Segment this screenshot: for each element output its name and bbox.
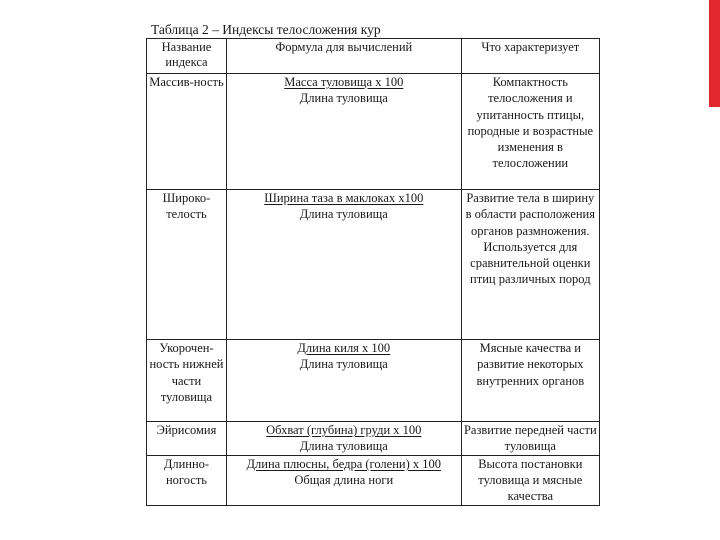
row-formula <box>226 190 461 340</box>
row-description: Развитие тела в ширину в области расположения органов размножения. Используется для сравнительной оценки птиц различных пород <box>461 190 599 340</box>
indices-table <box>146 38 600 506</box>
formula-denominator: Общая длина ноги <box>294 472 394 487</box>
row-description: Мясные качества и развитие некоторых внутренних органов <box>461 340 599 422</box>
formula-fraction <box>247 456 441 489</box>
formula-denominator: Длина туловища <box>299 91 388 106</box>
table-row <box>147 190 600 340</box>
formula-fraction <box>264 190 423 223</box>
formula-fraction <box>266 422 421 455</box>
formula-denominator: Длина туловища <box>299 357 388 372</box>
formula-denominator: Длина туловища <box>299 207 388 222</box>
header-formula: Формула для вычислений <box>226 39 461 74</box>
row-formula <box>226 340 461 422</box>
header-characterizes: Что характеризует <box>461 39 599 74</box>
row-formula <box>226 455 461 505</box>
formula-numerator: Ширина таза в маклоках х100 <box>264 191 424 205</box>
row-description: Компактность телосложения и упитанность птицы, породные и возрастные изменения в телосложении <box>461 74 599 190</box>
formula-numerator: Масса туловища х 100 <box>284 75 404 89</box>
table-row <box>147 455 600 505</box>
table-caption: Таблица 2 – Индексы телосложения кур <box>151 22 381 37</box>
header-name: Название индекса <box>147 39 227 74</box>
row-index-name: Широко-телость <box>147 190 227 340</box>
document <box>146 22 600 506</box>
row-formula <box>226 74 461 190</box>
row-description: Развитие передней части туловища <box>461 422 599 456</box>
row-formula <box>226 422 461 456</box>
formula-numerator: Обхват (глубина) груди х 100 <box>266 423 422 437</box>
formula-fraction <box>297 340 390 373</box>
formula-fraction <box>284 74 403 107</box>
row-index-name: Длинно-ногость <box>147 455 227 505</box>
formula-denominator: Длина туловища <box>299 439 388 454</box>
accent-bar <box>709 0 720 107</box>
table-row <box>147 74 600 190</box>
header-row <box>147 39 600 74</box>
formula-numerator: Длина плюсны, бедра (голени) х 100 <box>246 456 442 471</box>
table-row <box>147 422 600 456</box>
row-index-name: Укорочен-ность нижней части туловища <box>147 340 227 422</box>
row-description: Высота постановки туловища и мясные качества <box>461 455 599 505</box>
row-index-name: Эйрисомия <box>147 422 227 456</box>
formula-numerator: Длина киля х 100 <box>297 341 391 355</box>
table-row <box>147 340 600 422</box>
row-index-name: Массив-ность <box>147 74 227 190</box>
